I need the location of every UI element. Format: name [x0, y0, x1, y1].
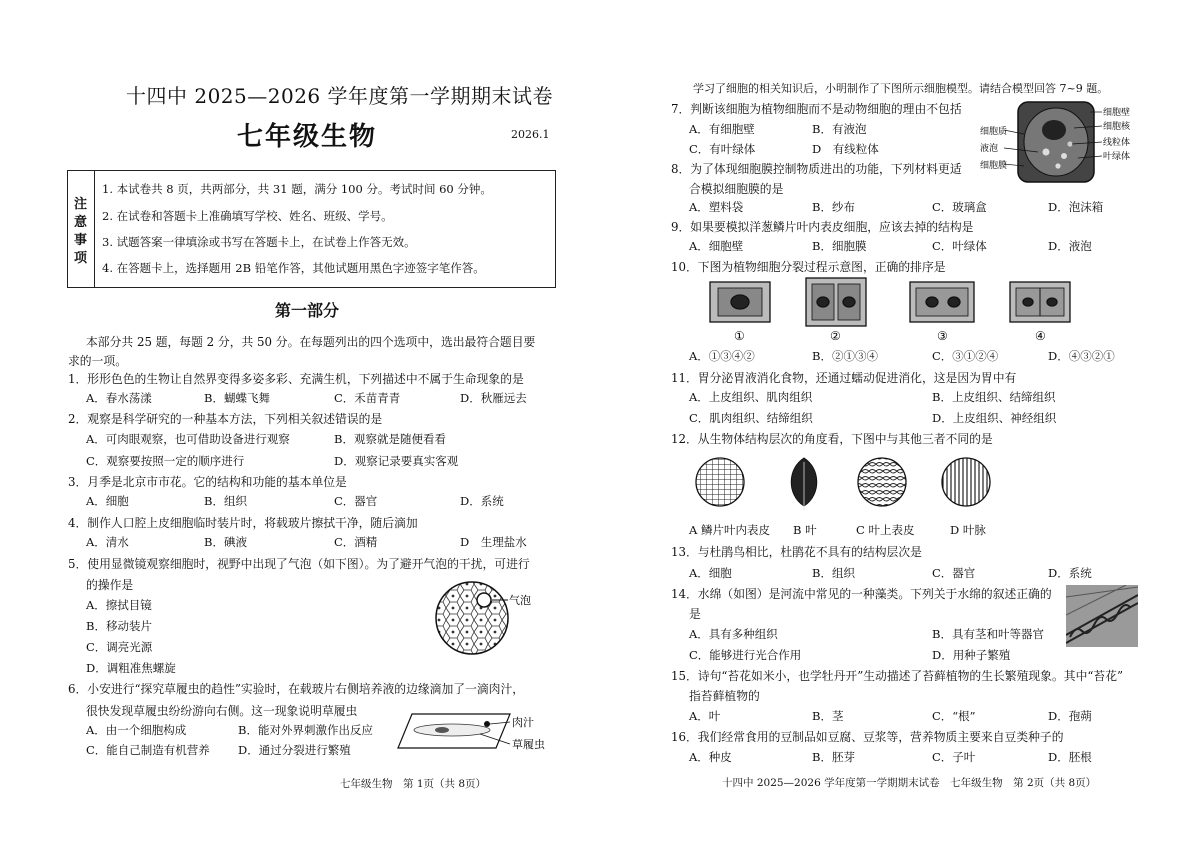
exam-title: 十四中 2025—2026 学年度第一学期期末试卷 — [126, 84, 554, 108]
option: A．可肉眼观察，也可借助设备进行观察 — [86, 432, 290, 446]
bubble-icon — [477, 593, 491, 607]
option: D．泡沫箱 — [1048, 200, 1104, 214]
option: D．④③②① — [1048, 349, 1115, 363]
option: B．有液泡 — [812, 122, 867, 136]
option: A．塑料袋 — [689, 200, 744, 214]
option: D．秋雁远去 — [460, 391, 527, 405]
section-intro: 求的一项。 — [68, 354, 127, 368]
option: A．细胞 — [689, 566, 732, 580]
question-12: 12．从生物体结构层次的角度看，下图中与其他三者不同的是 — [671, 432, 993, 446]
cell-label: 细胞质 — [980, 127, 1008, 137]
section-title: 第一部分 — [275, 301, 340, 320]
option: C．禾苗青青 — [334, 391, 401, 405]
fig-label: ① — [734, 329, 745, 343]
cell-label: 线粒体 — [1103, 138, 1131, 148]
cell-division-figure — [704, 276, 1074, 346]
slide-paramecium-figure — [392, 708, 557, 756]
option: D．液泡 — [1048, 239, 1092, 253]
option: A．上皮组织、肌肉组织 — [689, 390, 813, 404]
option: B．具有茎和叶等器官 — [932, 627, 1044, 641]
option: B．纱布 — [812, 200, 855, 214]
option: D．上皮组织、神经组织 — [932, 411, 1057, 425]
option: B．蝴蝶飞舞 — [204, 391, 270, 405]
question-5: 5．使用显微镜观察细胞时，视野中出现了气泡（如下图）。为了避开气泡的干扰，可进行 — [68, 557, 530, 571]
question-11: 11．胃分泌胃液消化食物，还通过蠕动促进消化，这是因为胃中有 — [671, 371, 1017, 385]
option: C．酒精 — [334, 535, 378, 549]
question-1: 1．形形色色的生物让自然界变得多姿多彩、充满生机，下列描述中不属于生命现象的是 — [68, 372, 524, 386]
option: D．系统 — [1048, 566, 1092, 580]
notice-label — [68, 171, 95, 287]
notice-label-char: 注 — [74, 197, 88, 212]
option: A．具有多种组织 — [689, 627, 778, 641]
option: B．组织 — [812, 566, 855, 580]
option: D．胚根 — [1048, 750, 1092, 764]
option: D．观察记录要真实客观 — [334, 454, 459, 468]
question-8-cont: 合模拟细胞膜的是 — [689, 182, 784, 196]
fig-label: 气泡 — [509, 594, 531, 607]
option: D 有线粒体 — [812, 142, 879, 156]
exam-date: 2026.1 — [511, 128, 550, 141]
notice-item: 1. 本试卷共 8 页，共两部分，共 31 题，满分 100 分。考试时间 60 分钟。 — [102, 182, 492, 196]
option: C．能自己制造有机营养 — [86, 743, 210, 757]
intro-text: 学习了细胞的相关知识后，小明制作了下图所示细胞模型。请结合模型回答 7~9 题。 — [693, 82, 1109, 95]
option: B．上皮组织、结缔组织 — [932, 390, 1056, 404]
option: C．叶绿体 — [932, 239, 987, 253]
option: B．碘液 — [204, 535, 247, 549]
question-14: 14．水绵（如图）是河流中常见的一种藻类。下列关于水绵的叙述正确的 — [671, 587, 1052, 601]
option: B．②①③④ — [812, 349, 878, 363]
cell-label: 细胞核 — [1103, 122, 1131, 132]
option: D．用种子繁殖 — [932, 648, 1011, 662]
option: C．有叶绿体 — [689, 142, 756, 156]
fig-label: 肉汁 — [512, 716, 534, 729]
option: C．“根” — [932, 709, 976, 723]
option: A．细胞壁 — [689, 239, 744, 253]
fig-label: ④ — [1035, 329, 1046, 343]
structure-levels-figure — [694, 454, 1024, 514]
option: C．能够进行光合作用 — [689, 648, 802, 662]
fig-label: 草履虫 — [512, 738, 545, 751]
option: A．①③④② — [689, 349, 755, 363]
spirogyra-figure — [1066, 585, 1138, 647]
question-3: 3．月季是北京市市花。它的结构和功能的基本单位是 — [68, 475, 347, 489]
question-16: 16．我们经常食用的豆制品如豆腐、豆浆等，营养物质主要来自豆类种子的 — [671, 730, 1064, 744]
notice-label-char: 项 — [74, 251, 88, 266]
option: A．擦拭目镜 — [86, 598, 152, 612]
notice-label-char: 意 — [74, 215, 88, 230]
microscope-bubble-figure — [432, 578, 552, 660]
question-5-cont: 的操作是 — [86, 578, 134, 592]
option: C．玻璃盒 — [932, 200, 987, 214]
option: C．器官 — [932, 566, 976, 580]
option: B．移动装片 — [86, 619, 152, 633]
option: D．通过分裂进行繁殖 — [238, 743, 351, 757]
left-footer: 七年级生物 第 1页（共 8页） — [340, 778, 487, 790]
option: B．胚芽 — [812, 750, 855, 764]
notice-item: 3. 试题答案一律填涂或书写在答题卡上，在试卷上作答无效。 — [102, 235, 416, 249]
fig-label: ② — [830, 329, 841, 343]
question-15: 15．诗句“苔花如米小，也学牡丹开”生动描述了苔藓植物的生长繁殖现象。其中“苔花” — [671, 669, 1124, 683]
cell-label: 细胞壁 — [1103, 108, 1131, 118]
option: D 叶脉 — [950, 523, 986, 537]
question-15-cont: 指苔藓植物的 — [689, 689, 760, 703]
notice-item: 4. 在答题卡上，选择题用 2B 铅笔作答，其他试题用黑色字迹签字笔作答。 — [102, 261, 485, 275]
option: A．叶 — [689, 709, 721, 723]
option: C．观察要按照一定的顺序进行 — [86, 454, 245, 468]
cell-label: 叶绿体 — [1103, 152, 1131, 162]
option: B．能对外界刺激作出反应 — [238, 723, 373, 737]
option: A．清水 — [86, 535, 129, 549]
right-footer: 十四中 2025—2026 学年度第一学期期末试卷 七年级生物 第 2页（共 8页） — [722, 777, 1097, 789]
cell-label: 细胞膜 — [980, 161, 1008, 171]
option: D．孢蒴 — [1048, 709, 1092, 723]
fig-label: ③ — [937, 329, 948, 343]
question-13: 13．与杜鹃鸟相比，杜鹃花不具有的结构层次是 — [671, 545, 922, 559]
option: D 生理盐水 — [460, 535, 527, 549]
notice-item: 2. 在试卷和答题卡上准确填写学校、姓名、班级、学号。 — [102, 209, 393, 223]
option: C．调亮光源 — [86, 640, 153, 654]
option: C 叶上表皮 — [856, 523, 915, 537]
option: A 鳞片叶内表皮 — [689, 523, 770, 537]
question-7: 7．判断该细胞为植物细胞而不是动物细胞的理由不包括 — [671, 102, 962, 116]
section-intro: 本部分共 25 题，每题 2 分，共 50 分。在每题列出的四个选项中，选出最符合题目要 — [86, 335, 536, 349]
option: D．调粗准焦螺旋 — [86, 661, 176, 675]
option: C．器官 — [334, 494, 378, 508]
option: B 叶 — [793, 523, 817, 537]
question-6-cont: 很快发现草履虫纷纷游向右侧。这一现象说明草履虫 — [86, 704, 358, 718]
option: B．观察就是随便看看 — [334, 432, 446, 446]
option: A．由一个细胞构成 — [86, 723, 187, 737]
question-8: 8．为了体现细胞膜控制物质进出的功能，下列材料更适 — [671, 162, 962, 176]
cell-model-figure — [978, 100, 1140, 186]
option: B．茎 — [812, 709, 844, 723]
subject-title: 七年级生物 — [237, 122, 378, 152]
option: D．系统 — [460, 494, 504, 508]
option: C．子叶 — [932, 750, 976, 764]
option: B．细胞膜 — [812, 239, 867, 253]
option: C．③①②④ — [932, 349, 999, 363]
option: A．春水荡漾 — [86, 391, 152, 405]
option: A．有细胞壁 — [689, 122, 755, 136]
question-14-cont: 是 — [689, 607, 701, 621]
notice-box — [67, 170, 556, 288]
cell-label: 液泡 — [980, 144, 999, 154]
notice-label-char: 事 — [74, 233, 88, 248]
question-6: 6．小安进行“探究草履虫的趋性”实验时，在载玻片右侧培养液的边缘滴加了一滴肉汁， — [68, 682, 525, 696]
option: B．组织 — [204, 494, 247, 508]
option: A．种皮 — [689, 750, 732, 764]
question-4: 4．制作人口腔上皮细胞临时装片时，将载玻片擦拭干净，随后滴加 — [68, 516, 418, 530]
question-10: 10．下图为植物细胞分裂过程示意图，正确的排序是 — [671, 260, 946, 274]
option: A．细胞 — [86, 494, 129, 508]
option: C．肌肉组织、结缔组织 — [689, 411, 813, 425]
question-2: 2．观察是科学研究的一种基本方法，下列相关叙述错误的是 — [68, 412, 383, 426]
question-9: 9．如果要模拟洋葱鳞片叶内表皮细胞，应该去掉的结构是 — [671, 220, 974, 234]
